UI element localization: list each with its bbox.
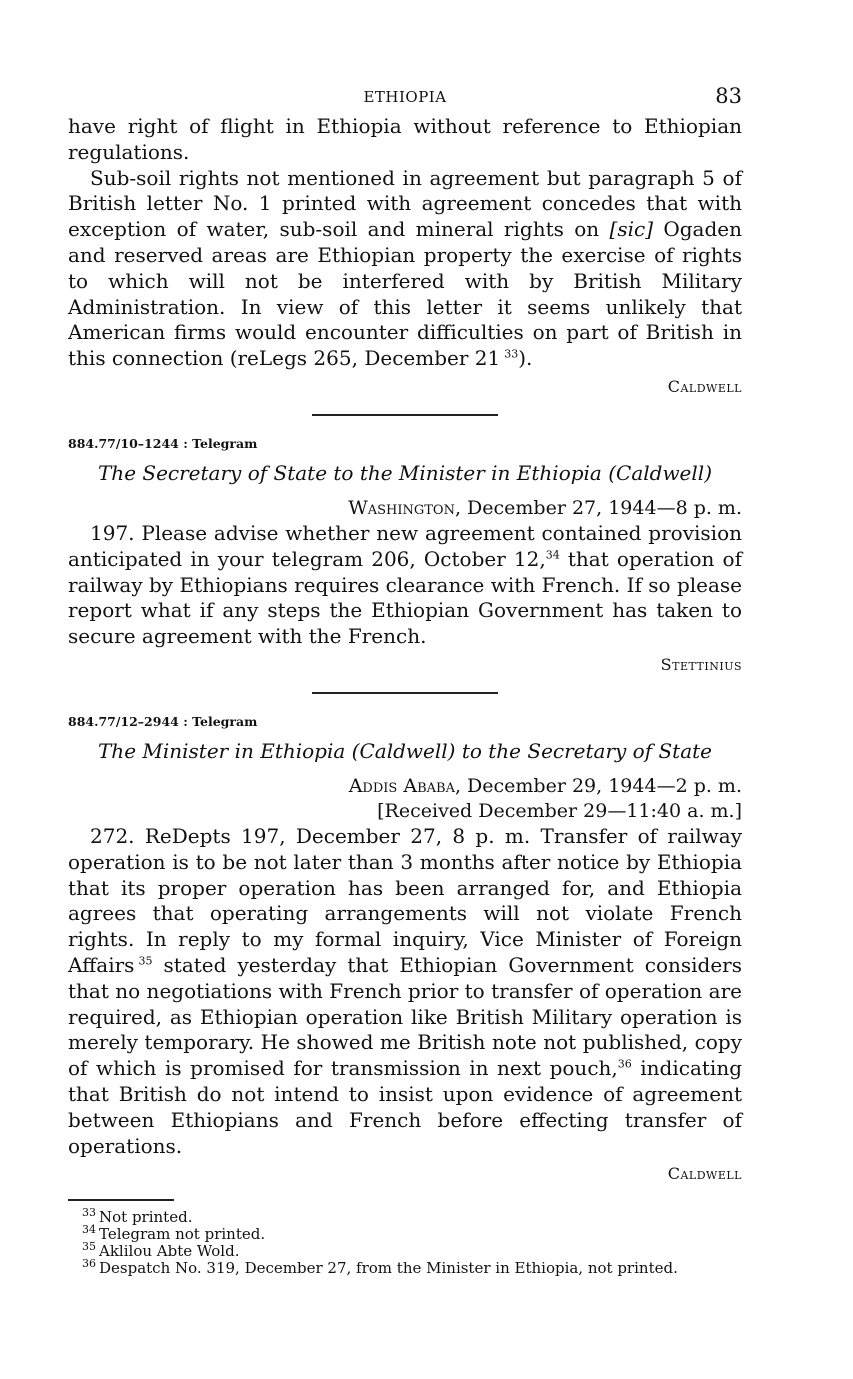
telegram-section (68, 436, 742, 678)
date: , December 27, 1944—8 p. m. (454, 496, 742, 519)
signature: Caldwell (667, 376, 742, 396)
paragraph-text: Sub-soil rights not mentioned in agreement but paragraph 5 of British letter No. 1 printed with agreement concedes that with exception of water, sub-soil and mineral rights on (68, 165, 742, 242)
paragraph: 272. ReDepts 197, December 27, 8 p. m. Transfer of railway operation is to be not later than 3 months after notice by Ethiopia that its proper operation has been arranged for, and Ethiopia agrees that operating arrangements will not violate French rights. In reply to my formal inquiry, Vice Minister of Foreign Affairs $^{35}$ stated yesterday that Ethiopian Government considers that no negotiations with French prior to transfer of operation are required, as Ethiopian operation like British Military operation is merely temporary. He showed me British note not published, copy of which is promised for transmission in next pouch,$^{36}$ indicating that British do not intend to insist upon evidence of agreement between Ethiopians and French before effecting transfer of operations. (68, 823, 743, 1158)
document-title: The Minister in Ethiopia (Caldwell) to the Secretary of State (97, 738, 713, 763)
page-header (68, 84, 742, 114)
footnote-ref: 34 (545, 548, 560, 562)
place-date-line (68, 774, 742, 799)
footnote: $^{34}$ Telegram not printed. (82, 1223, 266, 1244)
running-title: ETHIOPIA (363, 88, 447, 106)
footnote: $^{33}$ Not printed. (82, 1206, 193, 1227)
place: Addis Ababa (348, 774, 455, 797)
paragraph-text: Ogaden and reserved areas are Ethiopian property the exercise of rights to which will not be interfered with by British Military Administration. In view of this letter it seems unlikely that American firms would encounter difficulties on part of British in this connection (reLegs 265, December 21 (68, 217, 743, 371)
telegram-section (68, 714, 742, 1187)
signature: Caldwell (667, 1164, 742, 1184)
sic-note: [sic] (609, 217, 653, 242)
file-reference: 884.77/10–1244 : Telegram (68, 435, 258, 451)
footnote-divider (68, 1199, 174, 1201)
paragraph (68, 166, 742, 372)
page-number: 83 (715, 84, 742, 108)
signature: Stettinius (660, 654, 742, 674)
section-divider (312, 692, 498, 694)
place: Washington (348, 496, 455, 519)
received-line: [Received December 29—11:40 a. m.] (377, 799, 742, 822)
footnote-ref: 33 (504, 347, 519, 361)
footnotes (68, 1206, 742, 1278)
footnote: $^{35}$ Aklilou Abte Wold. (82, 1240, 240, 1261)
date: , December 29, 1944—2 p. m. (454, 774, 742, 797)
footnote: $^{36}$ Despatch No. 319, December 27, from the Minister in Ethiopia, not printed. (82, 1257, 678, 1278)
paragraph: 197. Please advise whether new agreement contained provision anticipated in your telegram 206, October 12,34 that operation of railway by Ethiopians requires clearance with French. If so please report what if any steps the Ethiopian Government has taken to secure agreement with the French. (68, 520, 743, 649)
footnote-ref: 35 (138, 954, 153, 968)
footnote-ref: 36 (617, 1057, 632, 1071)
document-page (68, 84, 742, 1277)
paragraph-text: ). (518, 346, 533, 371)
place-date-line (68, 496, 742, 521)
paragraph: have right of flight in Ethiopia without reference to Ethiopian regulations. (68, 114, 742, 164)
file-reference: 884.77/12–2944 : Telegram (68, 713, 258, 729)
document-title: The Secretary of State to the Minister in Ethiopia (Caldwell) (97, 460, 713, 485)
section-divider (312, 414, 498, 416)
continued-telegram (68, 114, 742, 400)
